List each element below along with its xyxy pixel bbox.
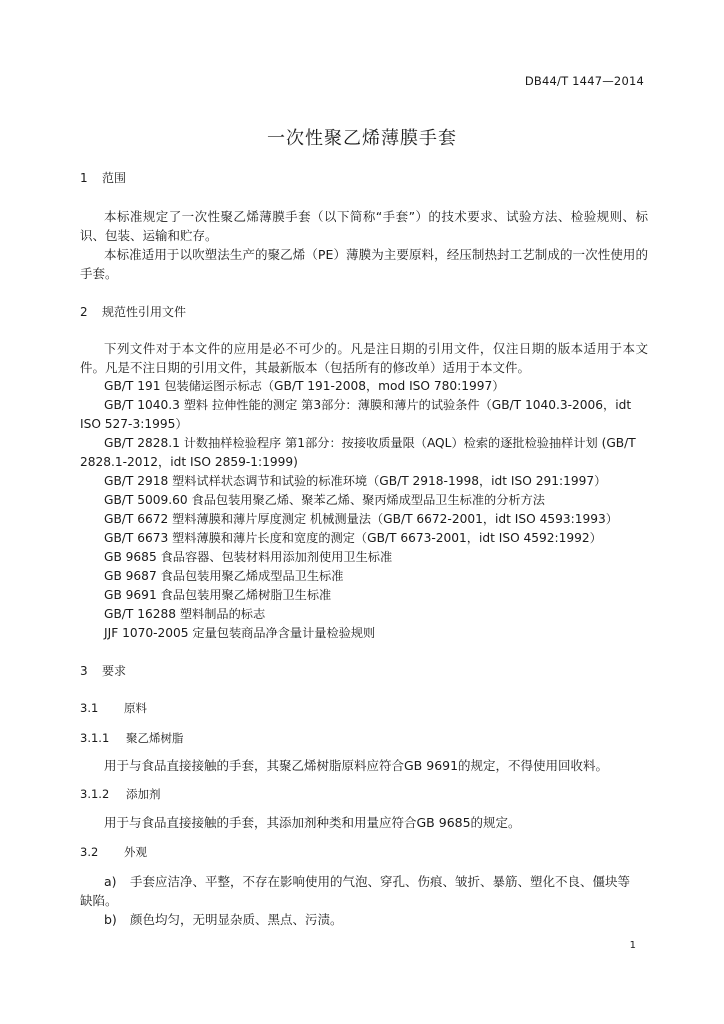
document-title: 一次性聚乙烯薄膜手套 (267, 128, 457, 149)
subsection-number: 3.1 (80, 701, 99, 715)
section-2-heading (80, 303, 186, 320)
subsection-3-1-1-heading (80, 730, 184, 746)
subsection-3-2-heading (80, 844, 147, 860)
list-text: 颜色均匀，无明显杂质、黑点、污渍。 (130, 912, 343, 927)
list-item-a-continuation: 缺陷。 (80, 893, 118, 908)
page-number: 1 (629, 940, 636, 951)
subsection-number: 3.1.2 (80, 787, 110, 801)
section-number: 1 (80, 171, 88, 185)
list-label: a) (104, 874, 117, 889)
subsection-title: 添加剂 (126, 787, 161, 801)
section-number: 3 (80, 664, 88, 678)
section-title: 要求 (102, 664, 127, 678)
reference-item: JJF 1070-2005 定量包装商品净含量计量检验规则 (104, 626, 376, 640)
section-number: 2 (80, 305, 88, 319)
reference-item: GB/T 2828.1 计数抽样检验程序 第1部分：按接收质量限（AQL）检索的逐批检验抽样计划 (GB/T (104, 436, 636, 450)
reference-item: GB 9685 食品容器、包装材料用添加剂使用卫生标准 (104, 550, 393, 564)
reference-item: GB 9691 食品包装用聚乙烯树脂卫生标准 (104, 588, 332, 602)
list-text: 手套应洁净、平整，不存在影响使用的气泡、穿孔、伤痕、皱折、暴筋、塑化不良、僵块等 (130, 874, 631, 889)
reference-item: GB/T 16288 塑料制品的标志 (104, 607, 266, 621)
reference-item: GB/T 6672 塑料薄膜和薄片厚度测定 机械测量法（GB/T 6672-2001，idt ISO 4593:1993） (104, 512, 618, 526)
reference-item: GB/T 191 包装储运图示标志（GB/T 191-2008，mod ISO 780:1997） (104, 379, 505, 393)
reference-item: GB 9687 食品包装用聚乙烯成型品卫生标准 (104, 569, 344, 583)
section-1-heading (80, 169, 126, 186)
reference-item-continuation: ISO 527-3:1995） (80, 417, 188, 431)
reference-item: GB/T 6673 塑料薄膜和薄片长度和宽度的测定（GB/T 6673-2001，idt ISO 4592:1992） (104, 531, 602, 545)
section-1-paragraph-1: 本标准规定了一次性聚乙烯薄膜手套（以下简称“手套”）的技术要求、试验方法、检验规则、标识、包装、运输和贮存。 (80, 209, 648, 243)
subsection-number: 3.2 (80, 845, 99, 859)
reference-item: GB/T 2918 塑料试样状态调节和试验的标准环境（GB/T 2918-1998，idt ISO 291:1997） (104, 474, 607, 488)
subsection-3-1-2-heading (80, 786, 161, 802)
section-title: 范围 (102, 171, 127, 185)
section-2-paragraph: 下列文件对于本文件的应用是必不可少的。凡是注日期的引用文件，仅注日期的版本适用于本文件。凡是不注日期的引用文件，其最新版本（包括所有的修改单）适用于本文件。 (80, 341, 648, 375)
list-item-b (104, 910, 343, 928)
reference-item: GB/T 5009.60 食品包装用聚乙烯、聚苯乙烯、聚丙烯成型品卫生标准的分析方法 (104, 493, 545, 507)
reference-item: GB/T 1040.3 塑料 拉伸性能的测定 第3部分：薄膜和薄片的试验条件（GB/T 1040.3-2006，idt (104, 398, 632, 412)
section-3-heading (80, 662, 126, 679)
subsection-title: 原料 (124, 701, 147, 715)
reference-item-continuation: 2828.1-2012，idt ISO 2859-1:1999) (80, 455, 298, 469)
subsection-number: 3.1.1 (80, 731, 110, 745)
subsection-title: 聚乙烯树脂 (126, 731, 184, 745)
standard-code: DB44/T 1447—2014 (524, 74, 644, 88)
list-label: b) (104, 912, 117, 927)
subsection-3-1-heading (80, 700, 147, 716)
subsection-3-1-1-text: 用于与食品直接接触的手套，其聚乙烯树脂原料应符合GB 9691的规定，不得使用回收料。 (104, 758, 609, 773)
list-item-a (104, 872, 630, 890)
section-1-paragraph-2: 本标准适用于以吹塑法生产的聚乙烯（PE）薄膜为主要原料，经压制热封工艺制成的一次性使用的手套。 (80, 247, 648, 281)
subsection-title: 外观 (124, 845, 147, 859)
subsection-3-1-2-text: 用于与食品直接接触的手套，其添加剂种类和用量应符合GB 9685的规定。 (104, 815, 521, 830)
section-title: 规范性引用文件 (102, 305, 187, 319)
